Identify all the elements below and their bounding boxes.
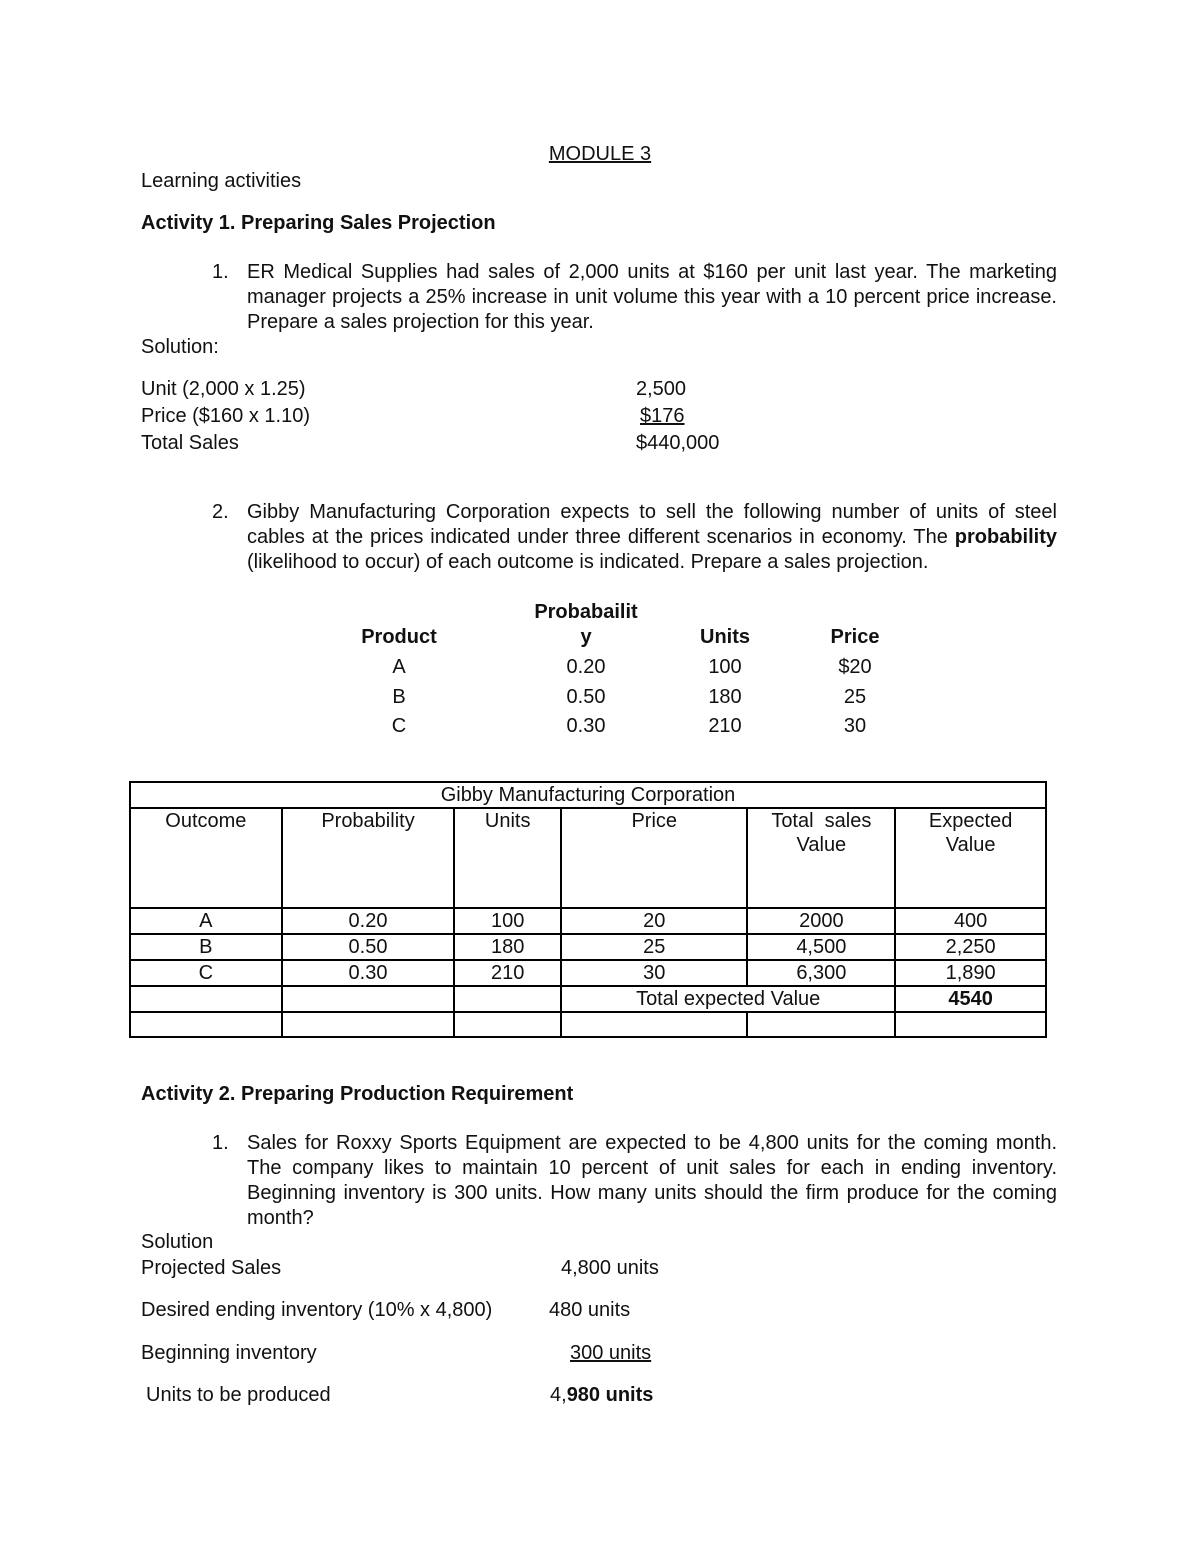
table-cell: 2,250: [895, 934, 1046, 960]
solution-line-label: Projected Sales: [141, 1257, 282, 1279]
product-table-prob-header: y: [580, 626, 592, 648]
solution-line-value: $176: [640, 405, 685, 427]
header-line: Value: [945, 834, 996, 856]
solution-line-value: 300 units: [570, 1342, 652, 1364]
solution-line-label: Unit (2,000 x 1.25): [141, 378, 306, 400]
gibby-header-expected: [895, 808, 1046, 908]
table-cell: 6,300: [747, 960, 895, 986]
solution-line-label: Desired ending inventory (10% x 4,800): [141, 1299, 493, 1321]
header-line: Value: [796, 834, 847, 856]
table-cell: A: [130, 908, 282, 934]
table-row: [130, 908, 1046, 934]
table-cell: 0.30: [282, 960, 455, 986]
q2-text-part: Gibby Manufacturing Corporation expects to sell the following number of units of steel cables at the prices indicated under three different scenarios in economy. The: [247, 501, 1057, 548]
product-table-prob-header: Probabailit: [534, 601, 638, 623]
activity1-q1-text: ER Medical Supplies had sales of 2,000 units at $160 per unit last year. The marketing manager projects a 25% increase in unit volume this year with a 10 percent price increase. Prepare a sales projection for this year.: [247, 261, 1057, 333]
table-cell: 100: [454, 908, 561, 934]
solution-line-value: 2,500: [636, 378, 687, 400]
product-table-cell: 0.20: [566, 656, 606, 678]
table-cell: [561, 1012, 747, 1037]
activity2-q1-number: 1.: [212, 1132, 229, 1154]
table-cell: 30: [561, 960, 747, 986]
product-table-cell: 180: [708, 686, 742, 708]
solution-line-value: $440,000: [636, 432, 720, 454]
table-row: [130, 934, 1046, 960]
table-cell: B: [130, 934, 282, 960]
product-table-cell: A: [392, 656, 406, 678]
table-cell: [282, 986, 455, 1012]
product-table-units-header: Units: [700, 626, 750, 648]
table-cell: 2000: [747, 908, 895, 934]
gibby-header-probability: Probability: [282, 808, 455, 908]
table-cell: 400: [895, 908, 1046, 934]
gibby-table-caption: Gibby Manufacturing Corporation: [130, 782, 1046, 808]
table-row: [130, 960, 1046, 986]
table-cell: [130, 986, 282, 1012]
activity1-q2-number: 2.: [212, 501, 229, 523]
product-table-cell: 25: [843, 686, 867, 708]
table-cell: [747, 1012, 895, 1037]
gibby-header-outcome: Outcome: [130, 808, 282, 908]
activity2-q1-text: Sales for Roxxy Sports Equipment are expected to be 4,800 units for the coming month. The company likes to maintain 10 percent of unit sales for each in ending inventory. Beginning inventory is 300 units. How many units should the firm produce for the coming month?: [247, 1132, 1057, 1229]
page-title: MODULE 3: [548, 143, 652, 165]
activity1-heading: Activity 1. Preparing Sales Projection: [141, 212, 496, 234]
total-expected-label: Total expected Value: [561, 986, 895, 1012]
header-line: Total sales: [771, 810, 872, 832]
header-line: Expected: [928, 810, 1013, 832]
table-cell: [282, 1012, 455, 1037]
solution-line-label: Beginning inventory: [141, 1342, 317, 1364]
product-table-cell: $20: [838, 656, 872, 678]
solution-line-value: 480 units: [549, 1299, 631, 1321]
activity1-q2-text: [247, 500, 1057, 575]
gibby-header-price: Price: [561, 808, 747, 908]
page-subtitle: Learning activities: [141, 170, 302, 192]
activity2-heading: Activity 2. Preparing Production Requirement: [141, 1083, 574, 1105]
table-cell: C: [130, 960, 282, 986]
product-table-cell: 0.30: [566, 715, 606, 737]
total-expected-value: 4540: [895, 986, 1046, 1012]
table-row-empty: [130, 1012, 1046, 1037]
solution-line-value: 4,800 units: [561, 1257, 659, 1279]
product-table-cell: B: [392, 686, 406, 708]
activity1-solution-label: Solution:: [141, 336, 219, 358]
product-table-cell: C: [391, 715, 407, 737]
table-cell: 180: [454, 934, 561, 960]
table-cell: 25: [561, 934, 747, 960]
product-table-cell: 100: [708, 656, 742, 678]
gibby-table: [129, 781, 1047, 1038]
table-cell: 0.20: [282, 908, 455, 934]
activity1-q1-number: 1.: [212, 261, 229, 283]
gibby-header-units: Units: [454, 808, 561, 908]
table-cell: [454, 986, 561, 1012]
table-cell: [895, 1012, 1046, 1037]
solution-line-label: Price ($160 x 1.10): [141, 405, 310, 427]
table-cell: [130, 1012, 282, 1037]
value-prefix: 4,: [550, 1384, 567, 1406]
activity2-solution-label: Solution: [141, 1231, 214, 1253]
value-bold: 980 units: [566, 1384, 654, 1406]
table-cell: 0.50: [282, 934, 455, 960]
q2-text-bold: probability: [954, 526, 1057, 548]
product-table-price-header: Price: [830, 626, 880, 648]
solution-line-value: [550, 1383, 653, 1407]
table-cell: 4,500: [747, 934, 895, 960]
product-table-cell: 210: [708, 715, 742, 737]
gibby-header-total-sales: [747, 808, 895, 908]
table-cell: [454, 1012, 561, 1037]
table-cell: 210: [454, 960, 561, 986]
table-cell: 1,890: [895, 960, 1046, 986]
table-cell: 20: [561, 908, 747, 934]
q2-text-part: (likelihood to occur) of each outcome is indicated. Prepare a sales projection.: [247, 551, 929, 573]
product-table-product-header: Product: [361, 626, 437, 648]
solution-line-label: Total Sales: [141, 432, 239, 454]
table-row-total: [130, 986, 1046, 1012]
product-table-cell: 0.50: [566, 686, 606, 708]
product-table-cell: 30: [843, 715, 867, 737]
solution-line-label: Units to be produced: [146, 1384, 331, 1406]
